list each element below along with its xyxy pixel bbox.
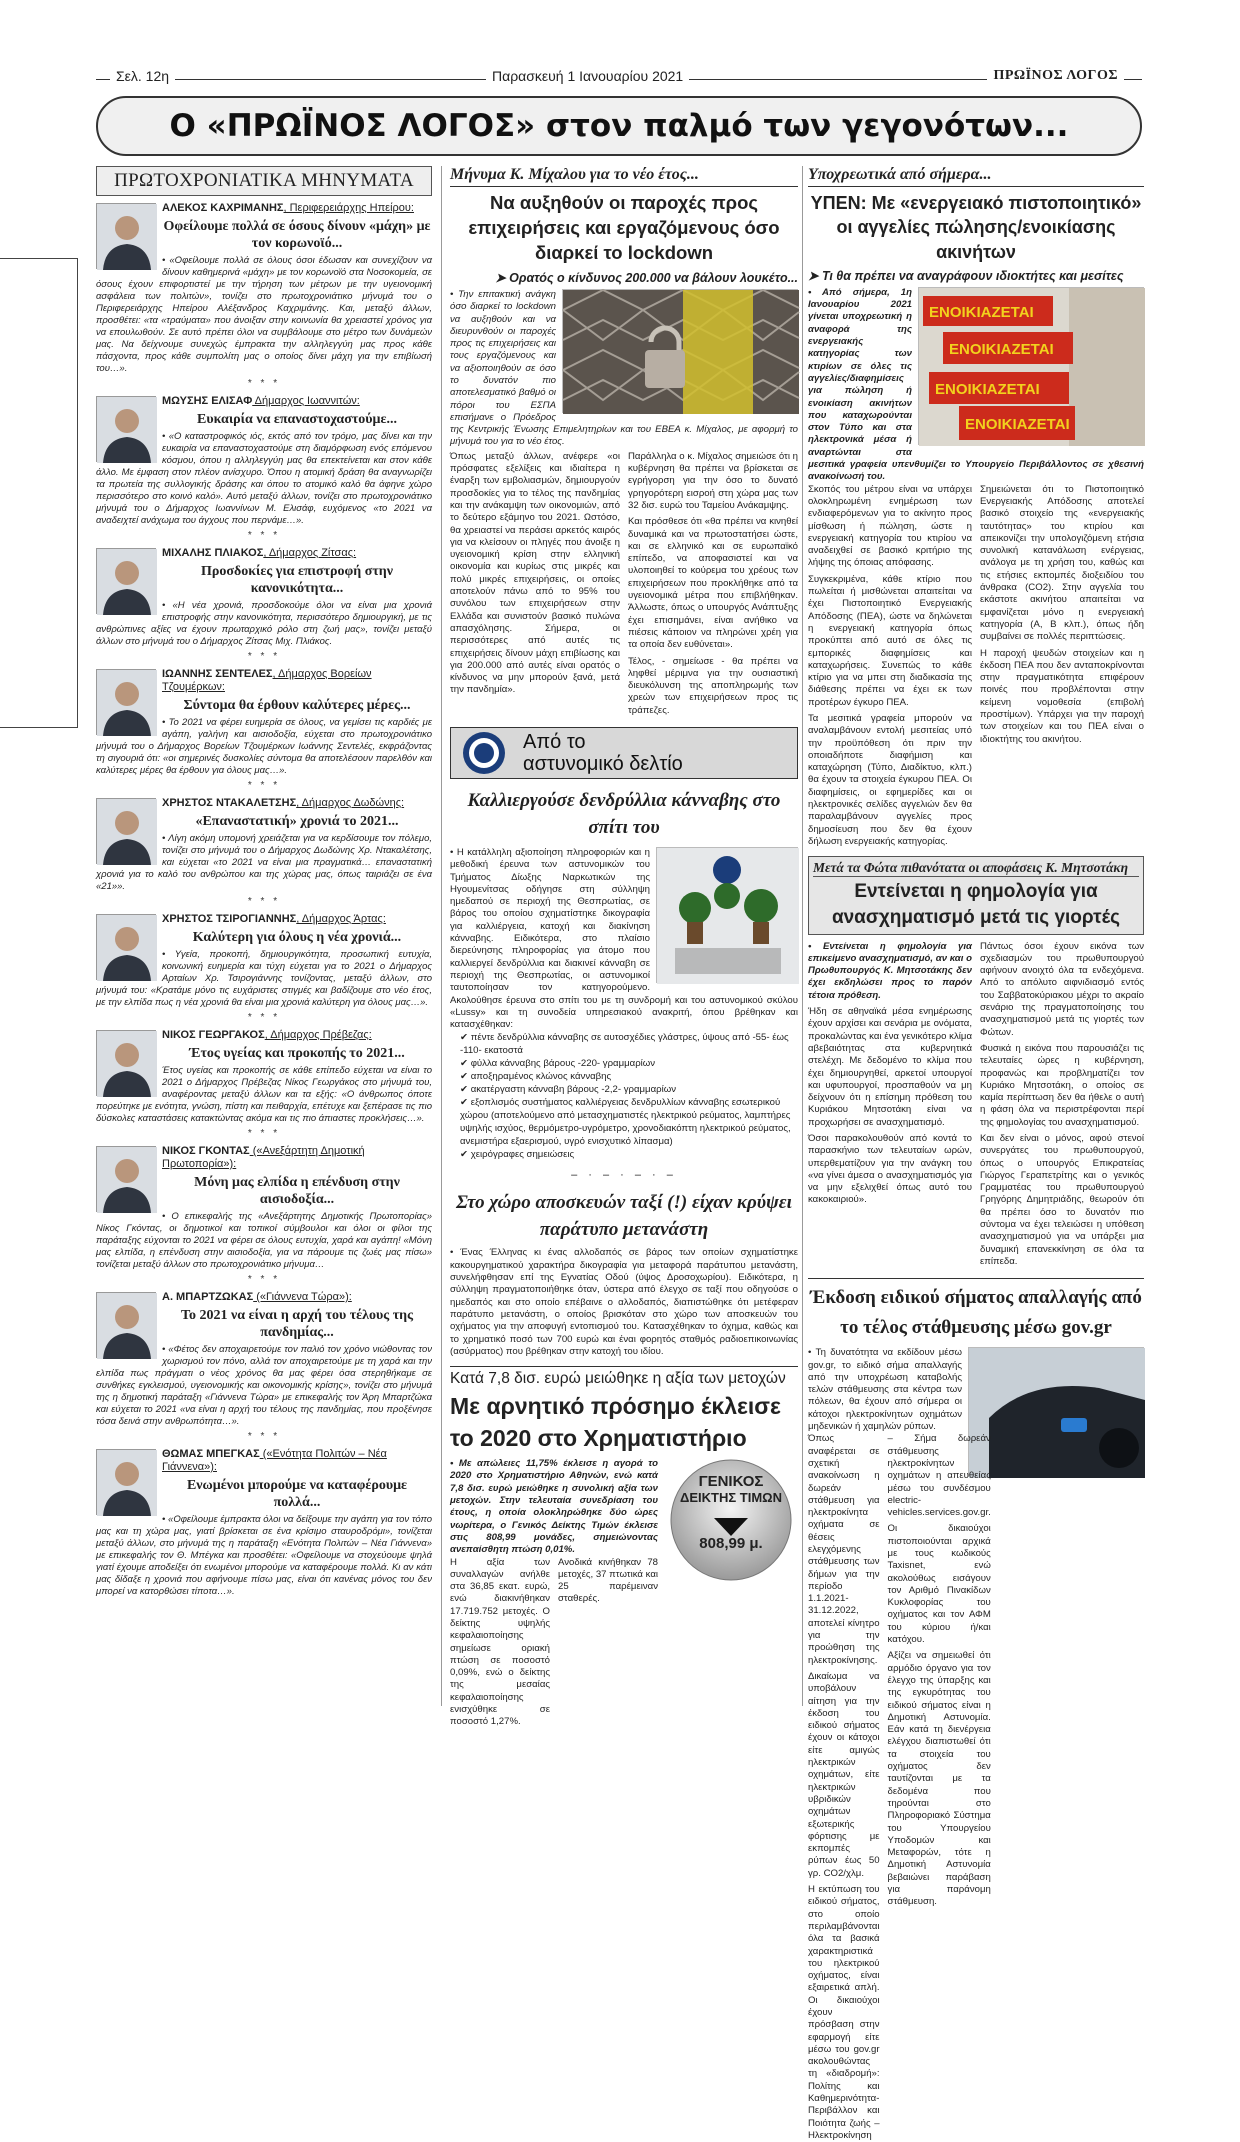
mixalos-lead: • Την επιτακτική ανάγκη όσο διαρκεί το lockdown να αυξηθούν και να διευρυνθούν οι παροχές προς τις επιχειρήσεις και τους εργαζόμενους και να αξιοποιηθούν σε όσο το δυνατόν πιο αποτελεσματικό βαθμό οι πόροι του ΕΣΠΑ επισήμανε ο Πρόεδρος της Κεντρικής Ένωσης Επιμελητηρίων και του ΕΒΕΑ κ. Μίχαλος, με αφορμή το μήνυμά του για το νέο έτος. <box>450 288 798 448</box>
parking-paragraph: Όπως αναφέρεται σε σχετική ανακοίνωση η δωρεάν στάθμευση για ηλεκτροκίνητα οχήματα σε θέσεις ελεγχόμενης στάθμευσης των δήμων για την περίοδο 1.1.2021-31.12.2022, αποτελεί κίνητρο για την προώθηση της ηλεκτροκίνησης. <box>808 1433 880 1666</box>
newspaper-name: ΠΡΩΪΝΟΣ ΛΟΓΟΣ <box>987 68 1124 84</box>
ypen-paragraph: Σκοπός του μέτρου είναι να υπάρχει ολοκληρωμένη ενημέρωση των ενδιαφερόμενων για το ακίνητο προς μίσθωση ή πώληση, ώστε η ενεργειακή κατηγορία του κτιρίου να αναδειχθεί σε βασικό κριτήριο της λήψης της όποιας απόφασης. <box>808 483 972 569</box>
author-name: ΜΩΥΣΗΣ ΕΛΙΣΑΦ <box>162 395 253 407</box>
entry-separator: * * * <box>247 1431 281 1442</box>
page-banner: Ο «ΠΡΩΪΝΟΣ ΛΟΓΟΣ» στον παλμό των γεγονότων... <box>96 96 1142 156</box>
index-label: ΓΕΝΙΚΟΣ <box>698 1473 764 1491</box>
parking-paragraph: Οι δικαιούχοι πιστοποιούνται αρχικά με τους κωδικούς Taxisnet, ενώ ακολούθως εισάγουν τον Αριθμό Πινακίδων Κυκλοφορίας του οχήματος και τον ΑΦΜ του κύριου ή/και κατόχου. <box>887 1523 991 1646</box>
taxi-body: • Ένας Έλληνας κι ένας αλλοδαπός σε βάρος των οποίων σχηματίστηκε κακουργηματικού χαρακτήρα δικογραφία για μεταφορά παράτυπου μετανάστη, συνελήφθησαν επί της Εγνατίας Οδού (ύψος Δροσοχωρίου). Ειδικότερα, η σύλληψη πραγματοποιήθηκε όταν, ύστερα από έλεγχο σε ταξί που οδηγούσε ο ημεδαπός και στο οποίο επέβαινε ο αλλοδαπός, διαπιστώθηκε ότι μετέφεραν παράτυπο μετανάστη, ο οποίος βρισκόταν στο χώρο των αποσκευών του οχήματος για την αποφυγή εντοπισμού του. Κατασχέθηκαν το όχημα, καθώς και το χρηματικό ποσό των 700 ευρώ και έναι φορητός σταθμός ραδιοεπικοινωνίας (ασύρματος) που βρέθηκαν στην κατοχή του ιδίου. <box>450 1247 798 1357</box>
portrait-photo <box>96 798 156 864</box>
parking-caption: – Σήμα δωρεάν στάθμευσης ηλεκτροκίνητων οχημάτων η απευθείας μέσω του συνδέσμου electric-vehicles.services.gov.gr. <box>887 1433 991 1519</box>
ypen-kicker: Υποχρεωτικά από σήμερα... <box>808 166 1144 187</box>
author-role: , Περιφερειάρχης Ηπείρου: <box>283 202 414 214</box>
market-kicker: Κατά 7,8 δισ. ευρώ μειώθηκε η αξία των μετοχών <box>450 1366 798 1388</box>
author-name: ΑΛΕΚΟΣ ΚΑΧΡΙΜΑΝΗΣ <box>162 202 284 214</box>
portrait-photo <box>96 1292 156 1358</box>
entry-separator: * * * <box>247 780 281 791</box>
greeting-text: • Υγεία, προκοπή, δημιουργικότητα, προσωπική ευτυχία, κοινωνική ευημερία και τύχη εύχεται για το 2021 ο Δήμαρχος Αρταίων Χρ. Τσιρογιάννης τονίζοντας, μεταξύ άλλων, στο μήνυμά του: «Κρατάμε μόνο τις ευχάριστες στιγμές και βαδίζουμε στο νέο έτος, με την ελπίδα πως η νέα χρονιά θα είναι μια χρονιά καλύτερη για όλους μας…». <box>96 949 432 1008</box>
issue-date: Παρασκευή 1 Ιανουαρίου 2021 <box>486 68 689 84</box>
author-role: , Δήμαρχος Πρέβεζας: <box>264 1029 372 1041</box>
mixalos-paragraph: Τέλος, - σημείωσε - θα πρέπει να ληφθεί μέριμνα για την ουσιαστική διευκόλυνση της αποπληρωμής των χρεών των επιχειρήσεων προς τις τράπεζες. <box>628 655 798 716</box>
seized-item: ✔ ακατέργαστη κάνναβη βάρους -2,2- γραμμαρίων <box>460 1084 677 1096</box>
author-role: , Δήμαρχος Ζίτσας: <box>263 547 357 559</box>
greeting-entry <box>96 1448 432 1598</box>
ypen-paragraph: Συγκεκριμένα, κάθε κτίριο που πωλείται ή μισθώνεται απαιτείται να έχει Πιστοποιητικό Ενεργειακής Απόδοσης (ΠΕΑ), ώστε να δηλώνεται η ενεργειακή κατηγορία όπως προκύπτει από αυτό σε όλες τις εμπορικές διαφημίσεις και καταχωρήσεις. Συνεπώς το κάθε κτίριο για να μπει στη διαδικασία της διάθεσης πρέπει να έχει εκ των προτέρων έγκυρο ΠΕΑ. <box>808 573 972 708</box>
greeting-entry <box>96 668 432 777</box>
cannabis-body: • Η κατάλληλη αξιοποίηση πληροφοριών και η μεθοδική έρευνα των αστυνομικών του Τμήματος Δίωξης Ναρκωτικών της Ηγουμενίτσας οδήγησε στη σύλληψη ημεδαπού σε περιοχή της Θεσπρωτίας, σε βάρος του οποίου σχηματίστηκε δικογραφία για καλλιέργεια, κατοχή και διακίνηση κάνναβης. Ειδικότερα, στο πλαίσιο διερεύνησης πληροφορίας για άτομο που καλλιεργεί δενδρύλλια και διακινεί κάνναβη σε περιοχή της Θεσπρωτίας, οι αστυνομικοί ταυτοποίησαν τον κατηγορούμενο. Ακολούθησε έρευνα στο σπίτι του με τη συνδρομή και του αστυνομικού σκύλου «Lussy» και τη συνοδεία υπηρεσιακού ανακριτή, όπου βρέθηκαν και κατασχέθηκαν: <box>450 847 798 1031</box>
index-value: 808,99 μ. <box>699 1535 763 1553</box>
police-label-line: αστυνομικό δελτίο <box>523 753 683 775</box>
ypen-paragraph: Τα μεσιτικά γραφεία μπορούν να αναλαμβάνουν εντολή μεσιτείας υπό την προϋπόθεση ότι πριν την οποιαδήποτε διαφήμιση και καταχώρηση (Τύπο, Διαδίκτυο, κλπ.) θα έχουν τα στοιχεία έγκυρου ΠΕΑ. Οι διαφημίσεις, οι εφημερίδες και οι ηλεκτρονικές σελίδες αγγελιών δεν θα παραλαμβάνουν αγγελίες προς δημοσίευση που δεν θα έχουν δήλωση ενεργειακής κατηγορίας. <box>808 712 972 847</box>
market-paragraph: Η αξία των συναλλαγών ανήλθε στα 36,85 εκατ. ευρώ, ενώ διακινήθηκαν 17.719.752 μετοχές. Ο δείκτης υψηλής κεφαλαιοποίησης σημείωσε οριακή πτώση σε ποσοστό 0,09%, ενώ ο δείκτης της μεσαίας κεφαλαιοποίησης ενισχύθηκε σε ποσοστό 1,27%. <box>450 1556 550 1728</box>
greeting-headline: «Επαναστατική» χρονιά το 2021... <box>195 814 399 829</box>
greeting-entry <box>96 547 432 648</box>
rent-sign-photo <box>918 287 1144 445</box>
author-name: ΧΡΗΣΤΟΣ ΝΤΑΚΑΛΕΤΣΗΣ <box>162 797 297 809</box>
page-header <box>96 68 1142 92</box>
greeting-entry <box>96 395 432 527</box>
greeting-headline: Οφείλουμε πολλά σε όσους δίνουν «μάχη» με τον κορωνοϊό... <box>163 219 431 251</box>
greeting-headline: Μόνη μας ελπίδα η επένδυση στην αισιοδοξία... <box>194 1175 400 1207</box>
taxi-headline: Στο χώρο αποσκευών ταξί (!) είχαν κρύψει παράτυπο μετανάστη <box>456 1192 792 1241</box>
entry-separator: * * * <box>247 896 281 907</box>
author-role: , Δήμαρχος Δωδώνης: <box>296 797 405 809</box>
ypen-paragraph: Σημειώνεται ότι το Πιστοποιητικό Ενεργειακής Απόδοσης αποτελεί βασικό στοιχείο της «ενεργειακής ταυτότητας» του κτιρίου και απεικονίζει την υπολογιζόμενη ετήσια συνολική κατανάλωση ενέργειας, ανάλογα με τη χρήση του, καθώς και τις ετήσιες εκπομπές διοξειδίου του άνθρακα (CO2). Στην αγγελία του εκάστοτε ακινήτου απαιτείται να εμφανίζεται μόνο η ενεργειακή κατηγορία (Α, Β κλπ.), όπως ήδη συμβαίνει σε πολλές περιπτώσεις. <box>980 483 1144 643</box>
reshuffle-paragraph: Φυσικά η εικόνα που παρουσιάζει τις τελευταίες ώρες η κυβέρνηση, προφανώς και προβληματίζει τον Κυριάκο Μητσοτάκη, ο οποίος σε καμία περίπτωση δεν θα ήθελε ο αυτή η φάση όλα να περιστρέφονται περί της φημολογίας του ανασχηματισμού. <box>980 1042 1144 1128</box>
reshuffle-kicker: Μετά τα Φώτα πιθανότατα οι αποφάσεις Κ. Μητσοτάκη <box>813 860 1139 877</box>
column-divider <box>802 166 803 1706</box>
author-role: Δήμαρχος Ιωαννιτών: <box>252 395 360 407</box>
seized-items-list <box>450 1031 798 1161</box>
parking-paragraph: Αξίζει να σημειωθεί ότι αρμόδιο όργανο για τον έλεγχο της ύπαρξης και της εγκυρότητας του ειδικού σήματος είναι η Δημοτική Αστυνομία. Εάν κατά τη διενέργεια ελέγχου διαπιστωθεί ότι τα στοιχεία του οχήματος δεν ταυτίζονται με τα δεδομένα που τηρούνται στο Πληροφοριακό Σύστημα του Υπουργείου Υποδομών και Μεταφορών, τότε η Δημοτική Αστυνομία βεβαιώνει παράβαση για παράνομη στάθμευση. <box>887 1650 991 1908</box>
author-name: Α. ΜΠΑΡΤΖΩΚΑΣ <box>162 1291 254 1303</box>
middle-column <box>450 166 798 1728</box>
market-headline: Με αρνητικό πρόσημο έκλεισε το 2020 στο Χρηματιστήριο <box>450 1393 781 1452</box>
seized-item: ✔ πέντε δενδρύλλια κάνναβης σε αυτοσχέδιες γλάστρες, ύψους από -55- έως -110- εκατοστά <box>460 1032 789 1057</box>
author-name: ΜΙΧΑΛΗΣ ΠΛΙΑΚΟΣ <box>162 547 264 559</box>
author-role: («Ανεξάρτητη Δημοτική Πρωτοπορία»): <box>162 1145 365 1170</box>
author-name: ΧΡΗΣΤΟΣ ΤΣΙΡΟΓΙΑΝΝΗΣ <box>162 913 297 925</box>
portrait-photo <box>96 669 156 735</box>
portrait-photo <box>96 1030 156 1096</box>
portrait-photo <box>96 914 156 980</box>
greeting-entry <box>96 1145 432 1271</box>
entry-separator: * * * <box>247 530 281 541</box>
greetings-list <box>96 202 432 1598</box>
sign-text: ΕΝΟΙΚΙΑΖΕΤΑΙ <box>935 380 1040 398</box>
greeting-entry <box>96 202 432 375</box>
cannabis-photo <box>656 847 798 983</box>
parking-paragraph: • Τη δυνατότητα να εκδίδουν μέσω gov.gr, το ειδικό σήμα απαλλαγής από την υποχρέωση καταβολής τελών στάθμευσης στα κέντρα των πόλεων, θα έχουν από σήμερα οι κάτοχοι ηλεκτροκίνητων οχημάτων μηδενικών ή χαμηλών ρύπων. <box>808 1347 962 1433</box>
portrait-photo <box>96 1146 156 1212</box>
reshuffle-lead: • Εντείνεται η φημολογία για επικείμενο ανασχηματισμό, αν και ο Πρωθυπουργός Κ. Μητσοτάκης δεν έχει εκδηλώσει προς το παρόν τέτοια πρόθεση. <box>808 940 972 1001</box>
parking-headline: Έκδοση ειδικού σήματος απαλλαγής από το τέλος στάθμευσης μέσω gov.gr <box>810 1287 1142 1339</box>
police-badge-icon <box>459 730 509 776</box>
greeting-headline: Προσδοκίες για επιστροφή στην κανονικότητα... <box>201 564 393 596</box>
padlock-photo <box>562 289 798 413</box>
page-edge-bracket <box>0 258 78 728</box>
sign-text: ΕΝΟΙΚΙΑΖΕΤΑΙ <box>929 303 1034 321</box>
greeting-text: • «Φέτος δεν αποχαιρετούμε τον παλιό τον χρόνο νιώθοντας τον χωρισμού τον πόνο, αλλά τον αποχαιρετούμε με τη χαρά και την ελπίδα πως πράγματι ο νέος χρόνος θα μας φέρει όσα στερηθήκαμε σε συνθήκες εγκλεισμού, υγειονομικής και οικονομικής κρίσης», τονίζει στο μήνυμά της η δημοτική παράταξη «Γιάννενα Τώρα» με επικεφαλής τον Άρη Μπαρτζώκα και εύχεται το 2021 «να είναι η αρχή του τέλους της πανδημίας, που προξένησε τόσα δεινά στην ανθρωπότητα…». <box>96 1344 432 1427</box>
mixalos-paragraph: Παράλληλα ο κ. Μίχαλος σημειώσε ότι η κυβέρνηση θα πρέπει να βρίσκεται σε εγρήγορση για την όσο το δυνατό γρηγορότερη εισροή στη χώρα μας των 32 δισ. ευρώ του Ταμείου Ανάκαμψης. <box>628 450 798 511</box>
mixalos-headline: Να αυξηθούν οι παροχές προς επιχειρήσεις και εργαζόμενους όσο διαρκεί το lockdown <box>468 192 780 263</box>
column-divider <box>441 166 442 1706</box>
greeting-text: • «Ο καταστροφικός ιός, εκτός από τον τρόμο, μας δίνει και την ευκαιρία να επαναστοχαστούμε στη διαμόρφωση ενός επόμενου κόσμου, όπου η αλληλεγγύη μας θα επεκτείνεται και στον κάθε άλλο. Με έμφαση στον πλέον ανίσχυρο. Όπου η ατομική δράση θα αναγνωρίζει τα πρωτεία της συλλογικής δράσης και όπου το ατομικό καλό θα άφηνε χώρο περισσότερο στο κοινό καλό». Αυτό μεταξύ άλλων, τονίζει στο πρωτοχρονιάτικο μήνυμά του ο Δήμαρχος Ιωαννίνων Μ. Ελισάφ, ευχόμενος «το 2021 να αναδειχτεί ανάχωμα του άγχους που περνάμε…». <box>96 431 432 526</box>
greeting-headline: Ευκαιρία να επαναστοχαστούμε... <box>197 412 397 427</box>
greeting-entry <box>96 1029 432 1125</box>
reshuffle-paragraph: Και δεν είναι ο μόνος, αφού στενοί συνεργάτες του πρωθυπουργού, όπως ο υπουργός Επικρατείας Γιώργος Γεραπετρίτης και ο γενικός Γραμματέας του πρωθυπουργού Γρηγόρης Δημητριάδης, θεωρούν ότι θα πρέπει όσο το δυνατόν πιο σύντομα να έχει τελειώσει η υπόθεση ανασχηματισμού για να υπάρξει μια δυναμική επανεκκίνηση σε όλα τα επίπεδα. <box>980 1132 1144 1267</box>
right-column <box>808 166 1144 2141</box>
seized-item: ✔ χειρόγραφες σημειώσεις <box>460 1149 575 1161</box>
police-section-banner <box>450 727 798 779</box>
ypen-lead: • Από σήμερα, 1η Ιανουαρίου 2021 γίνεται υποχρεωτική η αναφορά της ενεργειακής κατηγορίας των κτιρίων σε όλες τις αγγελίες/διαφημίσεις για πώληση ή ενοικίαση ακινήτων που καταχωρούνται στον Τύπο και στα ηλεκτρονικά μέσα ή αναρτώνται στα μεσιτικά γραφεία υπενθυμίζει το Υπουργείο Περιβάλλοντος σε χθεσινή ανακοίνωσή του. <box>808 286 1144 483</box>
greeting-headline: Ενωμένοι μπορούμε να καταφέρουμε πολλά... <box>186 1478 408 1510</box>
entry-separator: * * * <box>247 651 281 662</box>
parking-paragraph: Η εκτύπωση του ειδικού σήματος, στο οποίο περιλαμβάνονται όλα τα βασικά χαρακτηριστικά του ηλεκτρικού οχήματος, είναι εξαιρετικά απλή. Οι δικαιούχοι έχουν πρόσβαση στην εφαρμογή είτε μέσω του gov.gr ακολουθώντας τη «διαδρομή»: Πολίτης και Καθημερινότητα- Περιβάλλον και Ποιότητα ζωής – Ηλεκτροκίνηση <box>808 1884 880 2141</box>
author-name: ΘΩΜΑΣ ΜΠΕΓΚΑΣ <box>162 1448 260 1460</box>
portrait-photo <box>96 548 156 614</box>
portrait-photo <box>96 1449 156 1515</box>
greeting-headline: Έτος υγείας και προκοπής το 2021... <box>189 1046 405 1061</box>
greeting-text: • Το 2021 να φέρει ευημερία σε όλους, να γεμίσει τις καρδιές με αγάπη, γαλήνη και αισιοδοξία, εύχεται στο πρωτοχρονιάτικο μήνυμά του ο Δήμαρχος Βορείων Τζουμέρκων Ιωάννης Σεντελές, εκφράζοντας τη σιγουριά ότι: «οι σημερινές δυσκολίες σύντομα θα αποτελέσουν παρελθόν και καλύτερες μέρες θα έρθουν για όλους μας…». <box>96 717 432 776</box>
greeting-text: • «Οφείλουμε έμπρακτα όλοι να δείξουμε την αγάπη για τον τόπο μας και τη χώρα μας, γιατί βρίσκεται σε ένα κρίσιμο σταυροδρόμι», τονίζεται μεταξύ άλλων, στο μήνυμά της η παράταξη «Ενότητα Πολιτών – Νέα Γιάννενα» με επικεφαλής τον Θ. Μπέγκα και προσθέτει: «Οφείλουμε να στοχεύουμε ψηλά γιατί έχουμε αποδείξει ότι ενωμένοι μπορούμε να καταφέρουμε πολλά. Κι αν κάτι μας δίδαξε η χρονιά που αφήνουμε πίσω μας, είναι ότι κανένας μόνος του δεν μπορεί να κατορθώσει τίποτα…». <box>96 1514 432 1597</box>
author-name: ΝΙΚΟΣ ΓΕΩΡΓΑΚΟΣ <box>162 1029 265 1041</box>
reshuffle-paragraph: Όσοι παρακολουθούν από κοντά το παρασκήνιο των τελευταίων ωρών, υπερθεματίζουν για την ανάγκη του «να γίνει άμεσα ο ανασχηματισμός για να μην εξελιχθεί όπως αυτό του κακοκαιριού». <box>808 1132 972 1206</box>
ev-charging-photo <box>968 1347 1144 1477</box>
greeting-entry <box>96 913 432 1009</box>
greeting-entry <box>96 1291 432 1428</box>
sign-text: ΕΝΟΙΚΙΑΖΕΤΑΙ <box>965 415 1070 433</box>
entry-separator: * * * <box>247 1274 281 1285</box>
market-lead: • Με απώλειες 11,75% έκλεισε η αγορά το 2020 στο Χρηματιστήριο Αθηνών, ενώ κατά 7,8 δισ. ευρώ μειώθηκε η συνολική αξία των μετοχών. Στην τελευταία συνεδρίαση του έτους, η οποία ολοκληρώθηκε δύο ώρες νωρίτερα, ο Γενικός Δείκτης Τιμών έκλεισε στις 808,99 μονάδες, σημειώνοντας ανεπαίσθητη πτώση 0,01%. <box>450 1458 658 1556</box>
author-name: ΝΙΚΟΣ ΓΚΟΝΤΑΣ <box>162 1145 250 1157</box>
market-paragraph: Ανοδικά κινήθηκαν 78 μετοχές, 37 πτωτικά και 25 παρέμειναν σταθερές. <box>558 1556 658 1605</box>
portrait-photo <box>96 396 156 462</box>
greetings-section-title: ΠΡΩΤΟΧΡΟΝΙΑΤΙΚΑ ΜΗΝΥΜΑΤΑ <box>96 166 432 196</box>
mixalos-kicker: Μήνυμα Κ. Μίχαλου για το νέο έτος... <box>450 166 798 187</box>
greetings-column <box>96 166 432 1706</box>
sign-text: ΕΝΟΙΚΙΑΖΕΤΑΙ <box>949 340 1054 358</box>
author-name: ΙΩΑΝΝΗΣ ΣΕΝΤΕΛΕΣ <box>162 668 273 680</box>
parking-paragraph: Δικαίωμα να υποβάλουν αίτηση για την έκδοση του ειδικού σήματος έχουν οι κάτοχοι είτε αμιγώς ηλεκτρικών οχημάτων, είτε ηλεκτρικών υβριδικών οχημάτων εξωτερικής φόρτισης με εκπομπές ρύπων έως 50 γρ. CO2/χλμ. <box>808 1670 880 1879</box>
greeting-text: • Ο επικεφαλής της «Ανεξάρτητης Δημοτικής Πρωτοπορίας» Νίκος Γκόντας, οι δημοτικοί και τοπικοί σύμβουλοι και όλοι οι φίλοι της παράταξης εύχονται το 2021 να φέρει σε όλους ευτυχία, χαρά και αγάπη! «Μόνη μας ελπίδα, η επένδυση στην αισιοδοξία, για να πάρουμε τις ζωές μας πίσω» τονίζεται μεταξύ άλλων στο πρωτοχρονιάτικο μήνυμα… <box>96 1211 432 1270</box>
police-section-label <box>509 731 683 775</box>
author-role: , Δήμαρχος Άρτας: <box>296 913 386 925</box>
author-role: , Δήμαρχος Βορείων Τζουμέρκων: <box>162 668 372 693</box>
seized-item: ✔ εξοπλισμός συστήματος καλλιέργειας δενδρυλλίων κάνναβης εσωτερικού χώρου (αποτελούμενο από μετασχηματιστές ηλεκτρικού ρεύματος, λαμπτήρες υψηλής ισχύος, θερμόμετρο-υγρόμετρο, χρονοδιακόπτη ηλεκτρικού ρεύματος, ανεμιστήρα εξαερισμού, υγρό ενισχυτικό λίπασμα) <box>460 1097 791 1148</box>
police-label-line: Από το <box>523 731 586 753</box>
page-number: Σελ. 12η <box>110 68 175 84</box>
index-label: ΔΕΙΚΤΗΣ ΤΙΜΩΝ <box>680 1490 782 1506</box>
greeting-headline: Καλύτερη για όλους η νέα χρονιά... <box>192 930 402 945</box>
mixalos-subheadline: ➤ Ορατός ο κίνδυνος 200.000 να βάλουν λουκέτο... <box>495 270 798 285</box>
general-index-graphic <box>664 1458 798 1582</box>
greeting-entry <box>96 797 432 893</box>
ypen-subheadline: ➤ Τι θα πρέπει να αναγράφουν ιδιοκτήτες και μεσίτες <box>808 268 1124 283</box>
seized-item: ✔ αποξηραμένος κλώνος κάνναβης <box>460 1071 612 1083</box>
author-role: («Γιάννενα Τώρα»): <box>253 1291 352 1303</box>
ypen-paragraph: Η παροχή ψευδών στοιχείων και η έκδοση ΠΕΑ που δεν ανταποκρίνονται στην πραγματικότητα επιφέρουν ποινές που προβλέπονται στην κείμενη νομοθεσία (επιβολή προστίμων). Υπάρχει για την παροχή των στοιχείων και του ΠΕΑ είναι ο ιδιοκτήτης του ακινήτου. <box>980 647 1144 745</box>
greeting-headline: Σύντομα θα έρθουν καλύτερες μέρες... <box>183 698 411 713</box>
mixalos-paragraph: Όπως μεταξύ άλλων, ανέφερε «οι πρόσφατες εξελίξεις και ιδιαίτερα η έναρξη των εμβολιασμών, δημιουργούν προσδοκίες για το τέλος της πανδημίας και την ανάκαμψη των οικονομιών, από το δεύτερο εξάμηνο του 2021. Ωστόσο, θα χρειαστεί να περάσει αρκετός καιρός για να κλείσουν οι πληγές που άνοιξε η υγειονομική κρίση στην ελληνική οικονομία και κυρίως στις μικρές και πολύ μικρές επιχειρήσεις, οι οποίες αποτελούν πάνω από το 95% του συνόλου των επιχειρήσεων στην Ελλάδα και συνιστούν βασικό πυλώνα απασχόλησης. Σήμερα, οι περισσότερες από αυτές τις επιχειρήσεις δίνουν μάχη επιβίωσης και για 200.000 από αυτές είναι ορατός ο κίνδυνος να μην μπορούν ξανά, μετά την πανδημία». <box>450 450 620 696</box>
entry-separator: * * * <box>247 1012 281 1023</box>
reshuffle-paragraph: Πάντως όσοι έχουν εικόνα των σχεδιασμών του πρωθυπουργού αφήνουν ανοιχτό όλα τα ενδεχόμενα. Από το απόλυτο αιφνιδιασμό εντός του Σαββατοκύριακου μέχρι το ακραίο σενάριο της πραγματοποίησης του ανασχηματισμού μετά τις γιορτές των Φώτων. <box>980 940 1144 1038</box>
greeting-headline: Το 2021 να είναι η αρχή του τέλους της πανδημίας... <box>180 1308 414 1340</box>
reshuffle-box <box>808 856 1144 934</box>
section-divider: – · – · – · – <box>571 1169 677 1182</box>
greeting-text: • «Οφείλουμε πολλά σε όλους όσοι έδωσαν και συνεχίζουν να δίνουν καθημερινά «μάχη» με τον κορωνοϊό στα Νοσοκομεία, σε όσους έχουν επιφορτιστεί με την τήρηση των μέτρων με την υγειονομική ασφάλεια των πολιτών», τονίζει στο πρωτοχρονιάτικο μήνυμά του ο Περιφερειάρχης Ηπείρου Αλέξανδρος Καχριμάνης. Και, μεταξύ άλλων, προσθέτει: «τα «τραύματα» που άνοιξαν στην κοινωνία θα χρειαστεί χρόνος για να επουλωθούν. Σε αυτό πρέπει όλοι να συμβάλουμε στο μέτρο των δυνάμεών μας. Να δείχνουμε συνεχώς έμπρακτα την αλληλεγγύη μας προς κάθε πάσχοντα, προς κάθε συμπολίτη μας ο οποίος δίνει μάχη για την επιβίωσή του…». <box>96 255 432 374</box>
greeting-text: • Λίγη ακόμη υπομονή χρειάζεται για να κερδίσουμε τον πόλεμο, τονίζει στο μήνυμά του ο Δήμαρχος Δωδώνης Χρ. Ντακαλέτσης, και εύχεται «το 2021 να είναι μια πραγματικά… επαναστατική χρονιά για το καλό του ανθρώπου και της χώρας μας, όπως ταιριάζει σε ένα «21»». <box>96 833 432 892</box>
mixalos-paragraph: Και πρόσθεσε ότι «θα πρέπει να κινηθεί δυναμικά και να πρωτοστατήσει ώστε, και σε ελληνικό και σε ευρωπαϊκό επίπεδο, να αποφασιστεί και να υλοποιηθεί το κούρεμα του χρέους των επιχειρήσεων που προκλήθηκε από τα υγειονομικά μέτρα που επιβλήθηκαν. Άλλωστε, όπως ο υπουργός Ανάπτυξης έχει επισημάνει, είναι ανήθικο να πιέσεις κάποιον να πληρώνει χρέη για τα οποία δεν ευθύνεται». <box>628 516 798 651</box>
reshuffle-headline: Εντείνεται η φημολογία για ανασχηματισμό μετά τις γιορτές <box>831 881 1121 928</box>
reshuffle-paragraph: Ήδη σε αθηναϊκά μέσα ενημέρωσης έχουν αρχίσει και σενάρια με ονόματα, προκαλώντας και ένα γενικότερο κλίμα αβεβαιότητας στα κυβερνητικά στελέχη. Με δεδομένο το κλίμα που έχει δημιουργηθεί, αρκετοί υπουργοί και υφυπουργοί, προσπαθούν να μη δείχνουν ότι η επίσημη πρόθεση του Κυριάκου Μητσοτάκη είναι να προχωρήσει σε ανασχηματισμό. <box>808 1006 972 1128</box>
seized-item: ✔ φύλλα κάνναβης βάρους -220- γραμμαρίων <box>460 1058 656 1070</box>
cannabis-headline: Καλλιεργούσε δενδρύλλια κάνναβης στο σπίτι του <box>467 790 781 838</box>
ypen-headline: ΥΠΕΝ: Με «ενεργειακό πιστοποιητικό» οι αγγελίες πώλησης/ενοικίασης ακινήτων <box>810 193 1142 262</box>
greeting-text: • «Η νέα χρονιά, προσδοκούμε όλοι να είναι μια χρονιά επιστροφής στην κανονικότητα, περισσότερο δημιουργική, με τις ανθρώπινες αξίες να έχουν πρωταρχικό ρόλο στη ζωή μας», τονίζει μεταξύ άλλων στο μήνυμά του ο Δήμαρχος Ζίτσας Μιχ. Πλιάκος. <box>96 600 432 647</box>
entry-separator: * * * <box>247 378 281 389</box>
greeting-text: Έτος υγείας και προκοπής σε κάθε επίπεδο εύχεται να είναι το 2021 ο Δήμαρχος Πρέβεζας Νίκος Γεωργάκος στο μήνυμά του, αναφέροντας μεταξύ άλλων και τα εξής: «Ο άνθρωπος όποτε πορεύτηκε με ενότητα, γνώση, πίστη και πειθαρχία, επέτυχε και ξεπέρασε τις πιο δύσκολες καταστάσεις κατακτώντας ακόμα και τις πιο άπιαστες προκλήσεις…». <box>96 1065 432 1124</box>
portrait-photo <box>96 203 156 269</box>
author-role: («Ενότητα Πολιτών – Νέα Γιάννενα»): <box>162 1448 387 1473</box>
entry-separator: * * * <box>247 1128 281 1139</box>
